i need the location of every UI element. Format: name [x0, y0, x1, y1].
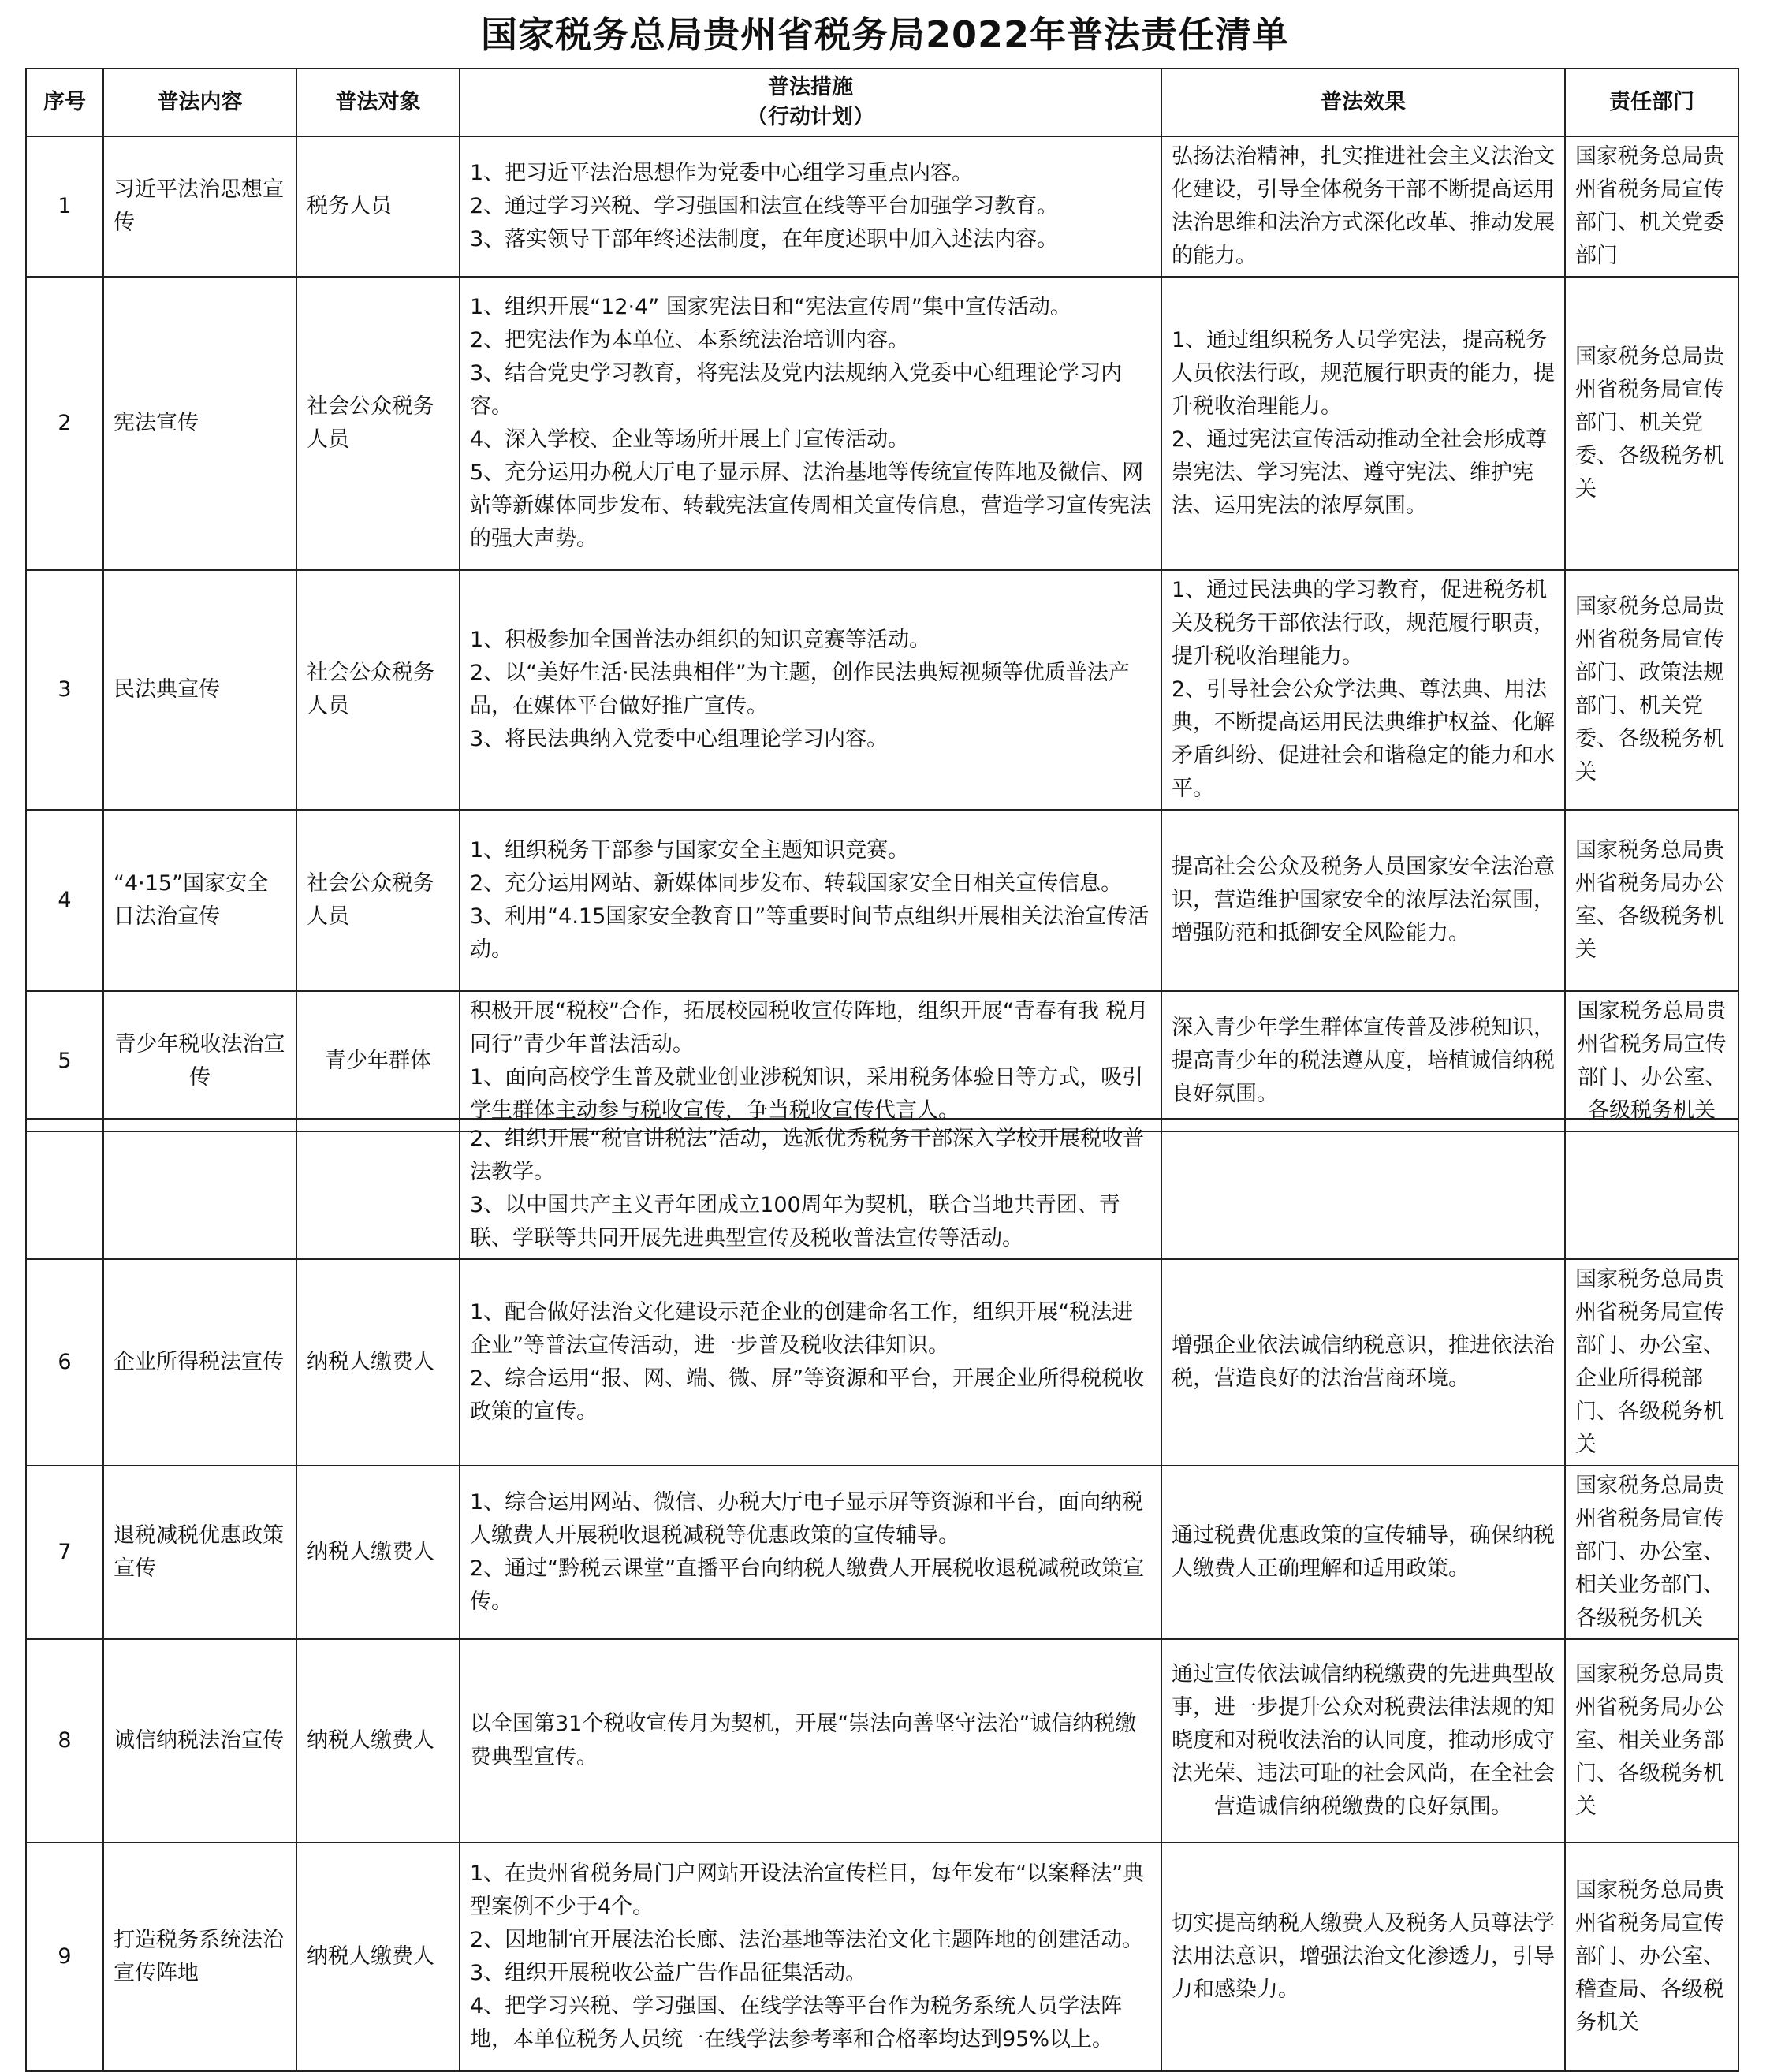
effect-item: 弘扬法治精神，扎实推进社会主义法治文化建设，引导全体税务干部不断提高运用法治思维和法治方式深化改革、推动发展的能力。	[1172, 144, 1555, 268]
table-row	[26, 991, 1738, 1131]
row-number	[26, 1119, 103, 1259]
effect-item: 2、引导社会公众学法典、尊法典、用法典，不断提高运用民法典维护权益、化解矛盾纠纷、促进社会和谐稳定的能力和水平。	[1172, 677, 1555, 801]
measure-item: 3、将民法典纳入党委中心组理论学习内容。	[470, 727, 889, 751]
effect-item: 提高社会公众及税务人员国家安全法治意识，营造维护国家安全的浓厚法治氛围，增强防范和抵御安全风险能力。	[1172, 855, 1555, 945]
table-row	[26, 1119, 1738, 1259]
header-measures	[460, 69, 1161, 136]
effect-item: 1、通过民法典的学习教育，促进税务机关及税务干部依法行政，规范履行职责，提升税收治理能力。	[1172, 578, 1555, 669]
measure-item: 2、充分运用网站、新媒体同步发布、转载国家安全日相关宣传信息。	[470, 871, 1123, 896]
header-measures-line1: 普法措施	[768, 75, 853, 99]
row-effect	[1161, 136, 1565, 277]
row-content: 企业所得税法宣传	[103, 1259, 296, 1466]
row-number: 8	[26, 1639, 103, 1843]
effect-item: 通过税费优惠政策的宣传辅导，确保纳税人缴费人正确理解和适用政策。	[1172, 1523, 1555, 1581]
row-measures	[460, 991, 1161, 1131]
measure-item: 2、因地制宜开展法治长廊、法治基地等法治文化主题阵地的创建活动。	[470, 1928, 1144, 1952]
row-effect	[1161, 991, 1565, 1131]
table-header-row	[26, 69, 1738, 136]
row-effect	[1161, 1843, 1565, 2071]
measure-item: 以全国第31个税收宣传月为契机，开展“崇法向善坚守法治”诚信纳税缴费典型宣传。	[470, 1712, 1137, 1769]
effect-item: 通过宣传依法诚信纳税缴费的先进典型故事，进一步提升公众对税费法律法规的知晓度和对税收法治的认同度，推动形成守法光荣、违法可耻的社会风尚，在全社会营造诚信纳税缴费的良好氛围。	[1172, 1662, 1555, 1819]
row-measures	[460, 1639, 1161, 1843]
row-measures	[460, 570, 1161, 810]
measure-item: 1、把习近平法治思想作为党委中心组学习重点内容。	[470, 161, 974, 185]
row-content: 打造税务系统法治宣传阵地	[103, 1843, 296, 2071]
row-dept: 国家税务总局贵州省税务局宣传部门、办公室、企业所得税部门、各级税务机关	[1565, 1259, 1738, 1466]
measure-item: 5、充分运用办税大厅电子显示屏、法治基地等传统宣传阵地及微信、网站等新媒体同步发布、转载宪法宣传周相关宣传信息，营造学习宣传宪法的强大声势。	[470, 460, 1151, 551]
row-target: 社会公众税务人员	[296, 810, 460, 991]
effect-item: 2、通过宪法宣传活动推动全社会形成尊崇宪法、学习宪法、遵守宪法、维护宪法、运用宪法的浓厚氛围。	[1172, 427, 1548, 518]
measure-item: 1、组织税务干部参与国家安全主题知识竞赛。	[470, 838, 910, 863]
header-target: 普法对象	[296, 69, 460, 136]
table-row	[26, 1843, 1738, 2071]
table-row	[26, 136, 1738, 277]
measure-item: 3、利用“4.15国家安全教育日”等重要时间节点组织开展相关法治宣传活动。	[470, 904, 1150, 962]
measure-item: 1、在贵州省税务局门户网站开设法治宣传栏目，每年发布“以案释法”典型案例不少于4个。	[470, 1861, 1145, 1919]
row-content: 青少年税收法治宣传	[103, 991, 296, 1131]
measure-item: 4、深入学校、企业等场所开展上门宣传活动。	[470, 427, 910, 452]
measure-item: 积极开展“税校”合作，拓展校园税收宣传阵地，组织开展“青春有我 税月同行”青少年普法活动。	[470, 999, 1149, 1056]
row-dept: 国家税务总局贵州省税务局办公室、相关业务部门、各级税务机关	[1565, 1639, 1738, 1843]
row-target: 纳税人缴费人	[296, 1259, 460, 1466]
row-content: 民法典宣传	[103, 570, 296, 810]
measure-item: 1、配合做好法治文化建设示范企业的创建命名工作，组织开展“税法进企业”等普法宣传活动，进一步普及税收法律知识。	[470, 1300, 1134, 1358]
row-effect	[1161, 1639, 1565, 1843]
row-number: 5	[26, 991, 103, 1131]
row-measures	[460, 810, 1161, 991]
table-row	[26, 1259, 1738, 1466]
row-content: 习近平法治思想宣传	[103, 136, 296, 277]
header-content: 普法内容	[103, 69, 296, 136]
measure-item: 1、组织开展“12·4” 国家宪法日和“宪法宣传周”集中宣传活动。	[470, 295, 1071, 319]
measure-item: 3、组织开展税收公益广告作品征集活动。	[470, 1961, 867, 1985]
document-title: 国家税务总局贵州省税务局2022年普法责任清单	[480, 13, 1290, 56]
effect-item: 1、通过组织税务人员学宪法，提高税务人员依法行政，规范履行职责的能力，提升税收治理能力。	[1172, 328, 1555, 419]
row-dept: 国家税务总局贵州省税务局宣传部门、机关党委部门	[1565, 136, 1738, 277]
table-row	[26, 277, 1738, 570]
header-measures-line2: （行动计划）	[747, 105, 874, 129]
row-measures	[460, 1119, 1161, 1259]
row-content: “4·15”国家安全日法治宣传	[103, 810, 296, 991]
row-number: 1	[26, 136, 103, 277]
row-target: 纳税人缴费人	[296, 1639, 460, 1843]
row-dept: 国家税务总局贵州省税务局宣传部门、机关党委、各级税务机关	[1565, 277, 1738, 570]
header-dept: 责任部门	[1565, 69, 1738, 136]
row-dept	[1565, 1119, 1738, 1259]
table-row	[26, 1466, 1738, 1639]
row-measures	[460, 1843, 1161, 2071]
row-number: 9	[26, 1843, 103, 2071]
row-dept: 国家税务总局贵州省税务局宣传部门、办公室、稽查局、各级税务机关	[1565, 1843, 1738, 2071]
row-dept: 国家税务总局贵州省税务局宣传部门、政策法规部门、机关党委、各级税务机关	[1565, 570, 1738, 810]
measure-item: 2、把宪法作为本单位、本系统法治培训内容。	[470, 328, 910, 352]
row-effect	[1161, 1259, 1565, 1466]
row-effect	[1161, 570, 1565, 810]
row-target: 纳税人缴费人	[296, 1843, 460, 2071]
measure-item: 2、通过“黔税云课堂”直播平台向纳税人缴费人开展税收退税减税政策宣传。	[470, 1556, 1145, 1614]
row-number: 2	[26, 277, 103, 570]
effect-item: 增强企业依法诚信纳税意识，推进依法治税，营造良好的法治营商环境。	[1172, 1333, 1555, 1391]
row-measures	[460, 1259, 1161, 1466]
row-effect	[1161, 1466, 1565, 1639]
row-effect	[1161, 1119, 1565, 1259]
responsibility-table-part-1	[25, 68, 1739, 1132]
table-row	[26, 810, 1738, 991]
row-content: 诚信纳税法治宣传	[103, 1639, 296, 1843]
table-row	[26, 570, 1738, 810]
header-no: 序号	[26, 69, 103, 136]
measure-item: 3、落实领导干部年终述法制度，在年度述职中加入述法内容。	[470, 227, 1059, 252]
row-dept: 国家税务总局贵州省税务局办公室、各级税务机关	[1565, 810, 1738, 991]
row-target: 社会公众税务人员	[296, 277, 460, 570]
table-row	[26, 1639, 1738, 1843]
measure-item: 1、面向高校学生普及就业创业涉税知识，采用税务体验日等方式，吸引学生群体主动参与税收宣传，争当税收宣传代言人。	[470, 1065, 1144, 1123]
row-measures	[460, 136, 1161, 277]
row-target: 青少年群体	[296, 991, 460, 1131]
row-effect	[1161, 810, 1565, 991]
row-measures	[460, 277, 1161, 570]
row-content: 退税减税优惠政策宣传	[103, 1466, 296, 1639]
row-number: 6	[26, 1259, 103, 1466]
row-content: 宪法宣传	[103, 277, 296, 570]
row-target: 社会公众税务人员	[296, 570, 460, 810]
responsibility-table-part-2	[25, 1118, 1739, 2072]
measure-item: 2、综合运用“报、网、端、微、屏”等资源和平台，开展企业所得税税收政策的宣传。	[470, 1366, 1145, 1424]
measure-item: 3、结合党史学习教育，将宪法及党内法规纳入党委中心组理论学习内容。	[470, 361, 1123, 419]
row-measures	[460, 1466, 1161, 1639]
effect-item: 深入青少年学生群体宣传普及涉税知识，提高青少年的税法遵从度，培植诚信纳税良好氛围。	[1172, 1016, 1555, 1106]
row-target: 税务人员	[296, 136, 460, 277]
row-number: 3	[26, 570, 103, 810]
row-number: 7	[26, 1466, 103, 1639]
row-number: 4	[26, 810, 103, 991]
header-effect: 普法效果	[1161, 69, 1565, 136]
measure-item: 2、以“美好生活·民法典相伴”为主题，创作民法典短视频等优质普法产品，在媒体平台做好推广宣传。	[470, 661, 1130, 718]
row-dept: 国家税务总局贵州省税务局宣传部门、办公室、各级税务机关	[1565, 991, 1738, 1131]
measure-item: 2、组织开展“税官讲税法”活动，选派优秀税务干部深入学校开展税收普法教学。	[470, 1127, 1145, 1184]
row-content	[103, 1119, 296, 1259]
row-target: 纳税人缴费人	[296, 1466, 460, 1639]
measure-item: 1、综合运用网站、微信、办税大厅电子显示屏等资源和平台，面向纳税人缴费人开展税收退税减税等优惠政策的宣传辅导。	[470, 1490, 1144, 1548]
row-dept: 国家税务总局贵州省税务局宣传部门、办公室、相关业务部门、各级税务机关	[1565, 1466, 1738, 1639]
effect-item: 切实提高纳税人缴费人及税务人员尊法学法用法意识，增强法治文化渗透力，引导力和感染力。	[1172, 1911, 1555, 2002]
measure-item: 1、积极参加全国普法办组织的知识竞赛等活动。	[470, 628, 931, 652]
measure-item: 3、以中国共产主义青年团成立100周年为契机，联合当地共青团、青联、学联等共同开展先进典型宣传及税收普法宣传等活动。	[470, 1193, 1120, 1250]
measure-item: 4、把学习兴税、学习强国、在线学法等平台作为税务系统人员学法阵地，本单位税务人员统一在线学法参考率和合格率均达到95%以上。	[470, 1994, 1123, 2052]
row-effect	[1161, 277, 1565, 570]
row-target	[296, 1119, 460, 1259]
measure-item: 2、通过学习兴税、学习强国和法宣在线等平台加强学习教育。	[470, 194, 1059, 218]
